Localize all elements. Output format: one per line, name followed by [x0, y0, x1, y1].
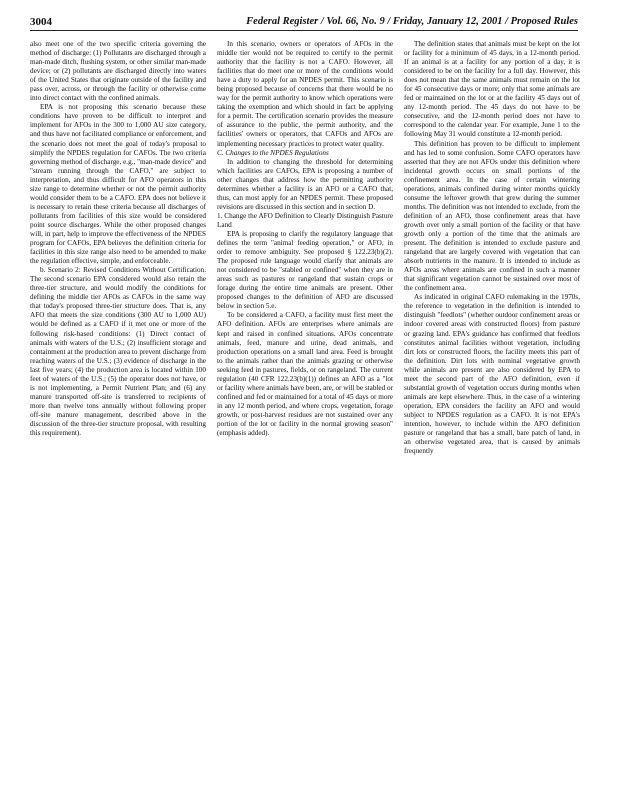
page-header — [30, 16, 578, 31]
paragraph: EPA is not proposing this scenario because these conditions have proven to be difficult to interpret and implement for AFOs in the 300 to 1,000 AU size category, and thus have not facilitated compliance or enforcement, and the scenario does not meet the goal of today's proposal to simplify the NPDES regulation for CAFOs. The two criteria governing method of discharge, e.g., "man-made device" and "stream running through the CAFO," are subject to interpretation, and thus difficult for AFO operators in this size range to determine whether or not the permit authority would consider them to be a CAFO. EPA does not believe it is necessary to retain these criteria because all discharges of pollutants from facilities of this size would be considered point source discharges. While the other proposed changes will, in part, help to improve the effectiveness of the NPDES program for CAFOs, EPA believes the definition criteria for facilities in this size range also need to be amended to make the regulation effective, simple, and enforceable. — [30, 103, 206, 266]
text-columns — [30, 40, 579, 780]
column-right — [404, 40, 580, 780]
paragraph: C. Changes to the NPDES Regulations — [217, 148, 329, 157]
page-number: 3004 — [30, 16, 52, 28]
paragraph: EPA is proposing to clarify the regulatory language that defines the term "animal feeding operation," or AFO, in order to remove ambiguity. See proposed § 122.23(b)(2). The proposed rule language would clarify that animals are not considered to be "stabled or confined" when they are in areas such as pastures or rangeland that sustain crops or forage during the entire time animals are present. Other proposed changes to the definition of AFO are discussed below in section 5.e. — [217, 229, 393, 311]
paragraph: This definition has proven to be difficult to implement and has led to some confusion. Some CAFO operators have asserted that they are not AFOs under this definition where incidental growth occurs on small portions of the confinement area. In the case of certain wintering operations, animals confined during winter months quickly consume the leftover growth that grew during the summer months. The definition was not intended to exclude, from the definition of an AFO, those confinement areas that have growth over only a small portion of the facility or that have growth only a portion of the time that the animals are present. The definition is intended to exclude pasture and rangeland that are largely covered with vegetation that can absorb nutrients in the manure. It is intended to include as AFOs areas where animals are confined in such a manner that significant vegetation cannot be sustained over most of the confinement area. — [404, 139, 580, 293]
paragraph: also meet one of the two specific criteria governing the method of discharge: (1) Pollutants are discharged through a man-made ditch, flushing system, or other similar man-made device; or (2) pollutants are discharged directly into waters of the United States that originate outside of the facility and pass over, across, or through the facility or otherwise come into direct contact with the confined animals. — [30, 40, 206, 103]
paragraph: In this scenario, owners or operators of AFOs in the middle tier would not be required to certify to the permit authority that the facility is not a CAFO. However, all facilities that do meet one or more of the conditions would have a duty to apply for an NPDES permit. This scenario is being proposed because of concerns that there would be no way for the permit authority to know which operations were taking the exemption and which should in fact be applying for a permit. The certification scenario provides the measure of assurance to the public, the permit authority, and the facilities' owners or operators, that CAFOs and AFOs are implementing necessary practices to protect water quality. — [217, 40, 393, 148]
paragraph: In addition to changing the threshold for determining which facilities are CAFOs, EPA is proposing a number of other changes that address how the permitting authority determines whether a facility is an AFO or a CAFO that, thus, can most apply for an NPDES permit. These proposed revisions are discussed in this section and in section D. — [217, 157, 393, 211]
column-middle — [217, 40, 393, 780]
column-left — [30, 40, 206, 780]
paragraph: The definition states that animals must be kept on the lot or facility for a minimum of 45 days, in a 12-month period. If an animal is at a facility for any portion of a day, it is considered to be on the facility for a full day. However, this does not mean that the same animals must remain on the lot for 45 consecutive days or more; only that some animals are fed or maintained on the lot or at the facility 45 days out of any 12-month period. The 45 days do not have to be consecutive, and the 12-month period does not have to correspond to the calendar year. For example, June 1 to the following May 31 would constitute a 12-month period. — [404, 40, 580, 139]
paragraph: As indicated in original CAFO rulemaking in the 1970s, the reference to vegetation in the definition is intended to distinguish "feedlots" (whether outdoor confinement areas or indoor covered areas with constructed floors) from pasture or grazing land. EPA's guidance has confirmed that feedlots constitutes animal facilities without vegetation, including dirt lots or constructed floors, the facility meets this part of the definition. Dirt lots with nominal vegetative growth while animals are present are also considered by EPA to meet the second part of the AFO definition, even if substantial growth of vegetation occurs during months when animals are kept elsewhere. Thus, in the case of a wintering operation, EPA considers the facility an AFO and would subject to NPDES regulation as a CAFO. It is not EPA's intention, however, to include within the AFO definition pasture or rangeland that has a small, bare patch of land, in an otherwise vegetated area, that is caused by animals frequently — [404, 293, 580, 456]
running-title: Federal Register / Vol. 66, No. 9 / Friday, January 12, 2001 / Proposed Rules — [246, 16, 578, 27]
paragraph: To be considered a CAFO, a facility must first meet the AFO definition. AFOs are enterprises where animals are kept and raised in confined situations. AFOs concentrate animals, feed, manure and urine, dead animals, and production operations on a small land area. Feed is brought to the animals rather than the animals grazing or otherwise seeking feed in pastures, fields, or on rangeland. The current regulation (40 CFR 122.23(b)(1)) defines an AFO as a "lot or facility where animals have been, are, or will be stabled or confined and fed or maintained for a total of 45 days or more in any 12 month period, and where crops, vegetation, forage growth, or post-harvest residues are not sustained over any portion of the lot or facility in the normal growing season" (emphasis added). — [217, 311, 393, 438]
paragraph: b. Scenario 2: Revised Conditions Without Certification. The second scenario EPA considered would also retain the three-tier structure, and would modify the conditions for defining the middle tier AFOs as CAFOs in the same way that today's proposed three-tier structure does. That is, any AFO that meets the size conditions (300 AU to 1,000 AU) would be defined as a CAFO if it met one or more of the following risk-based conditions: (1) Direct contact of animals with waters of the U.S.; (2) insufficient storage and containment at the production area to prevent discharge from reaching waters of the U.S.; (3) evidence of discharge in the last five years; (4) the production area is located within 100 feet of waters of the U.S.; (5) the operator does not have, or is not implementing, a Permit Nutrient Plan; and (6) any manure transported off-site is transferred to recipients of more than twelve tons annually without following proper off-site manure management, described above in the discussion of the three-tier structure proposal, with resulting this requirement). — [30, 266, 206, 438]
paragraph: 1. Change the AFO Definition to Clearly Distinguish Pasture Land — [217, 211, 393, 229]
